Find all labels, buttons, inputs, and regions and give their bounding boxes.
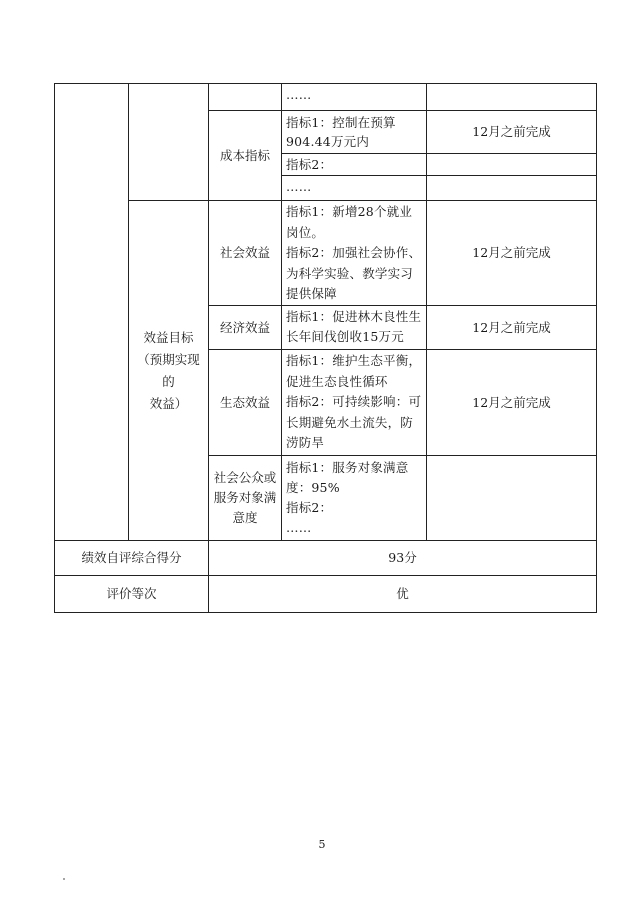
cost-indicator-1: 指标1：控制在预算904.44万元内	[281, 110, 427, 154]
social-category-label: 社会效益	[208, 200, 282, 306]
social-indicator: 指标1：新增28个就业岗位。 指标2：加强社会协作、为科学实验、教学实习提供保障	[281, 200, 427, 306]
cost-plan-2	[426, 153, 597, 176]
satisfaction-plan	[426, 455, 597, 541]
grade-value: 优	[208, 575, 597, 613]
top-ellipsis-plan	[426, 83, 597, 111]
grade-label: 评价等次	[54, 575, 209, 613]
ecological-indicator: 指标1：维护生态平衡，促进生态良性循环 指标2：可持续影响：可长期避免水土流失，防涝防旱	[281, 349, 427, 456]
top-ellipsis-indicator: ……	[281, 83, 427, 111]
cost-ellipsis: ……	[281, 175, 427, 201]
cost-plan-3	[426, 175, 597, 201]
score-label: 绩效自评综合得分	[54, 540, 209, 576]
score-value: 93分	[208, 540, 597, 576]
ecological-plan: 12月之前完成	[426, 349, 597, 456]
outer-blank-cell	[54, 83, 129, 541]
satisfaction-indicator: 指标1：服务对象满意度：95% 指标2： ……	[281, 455, 427, 541]
scan-speck	[63, 878, 65, 880]
effect-goal-label: 效益目标 （预期实现的 效益）	[128, 200, 209, 541]
economic-plan: 12月之前完成	[426, 305, 597, 350]
economic-indicator: 指标1：促进林木良性生长年间伐创收15万元	[281, 305, 427, 350]
top-blank-category	[208, 83, 282, 111]
ecological-category-label: 生态效益	[208, 349, 282, 456]
cost-category-label: 成本指标	[208, 110, 282, 201]
satisfaction-category-label: 社会公众或 服务对象满 意度	[208, 455, 282, 541]
cost-plan-1: 12月之前完成	[426, 110, 597, 154]
page-number: 5	[318, 838, 326, 851]
social-plan: 12月之前完成	[426, 200, 597, 306]
economic-category-label: 经济效益	[208, 305, 282, 350]
cost-indicator-2: 指标2：	[281, 153, 427, 176]
continued-blank-cell	[128, 83, 209, 201]
